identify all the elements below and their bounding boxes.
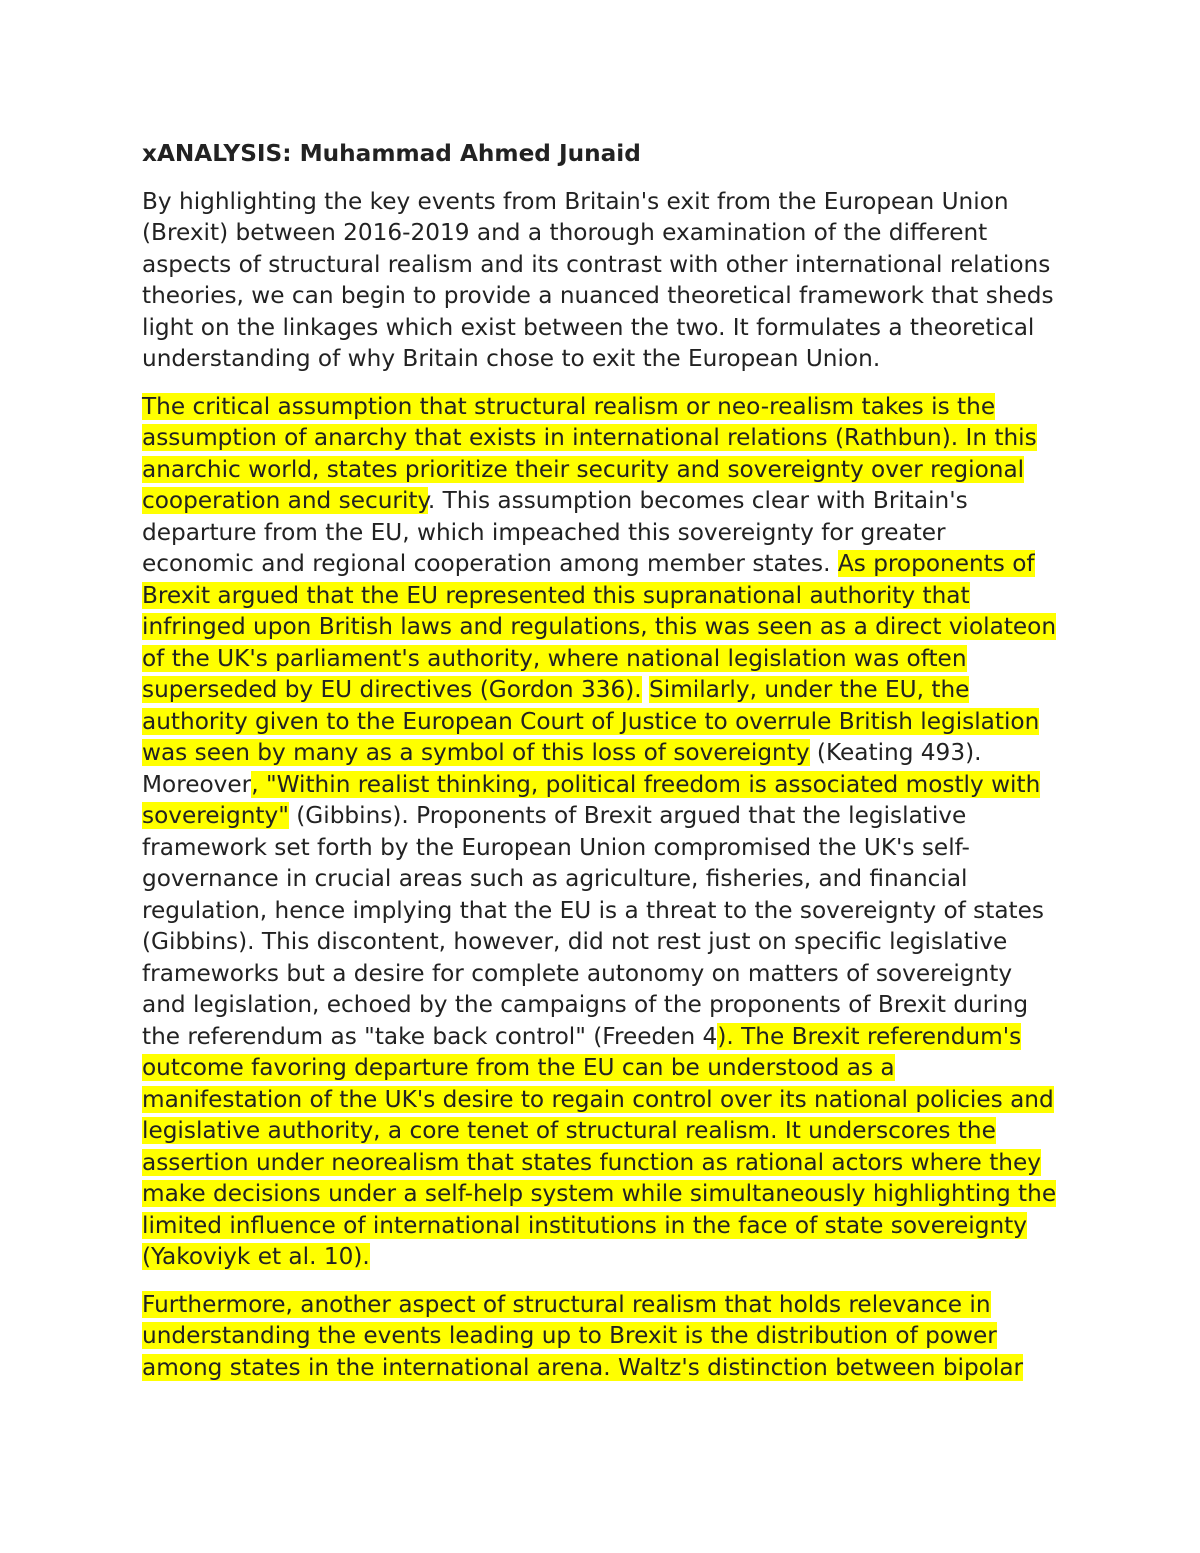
paragraph-1: [142, 186, 1062, 375]
highlighted-text: As proponents of Brexit argued that the EU represented this supranational authority that infringed upon British laws and regulations, this was seen as a direct violateon of the UK's parliament's authority, where national legislation was often superseded by EU directives (Gordon 336).: [142, 550, 1057, 703]
document-title: xANALYSIS: Muhammad Ahmed Junaid: [142, 140, 641, 167]
text-segment: (Keating 493). Moreover: [142, 739, 982, 798]
text-segment: By highlighting the key events from Britain's exit from the European Union (Brexit) between 2016-2019 and a thorough examination of the different aspects of structural realism and its contrast with other international relations theories, we can begin to provide a nuanced theoretical framework that sheds light on the linkages which exist between the two. It formulates a theoretical understanding of why Britain chose to exit the European Union.: [142, 187, 1054, 372]
highlighted-text: Furthermore, another aspect of structural realism that holds relevance in understanding the events leading up to Brexit is the distribution of power among states in the international arena. Waltz's distinction between bipolar: [142, 1290, 1024, 1381]
highlighted-text: , "Within realist thinking, political freedom is associated mostly with sovereignty": [142, 770, 1041, 829]
paragraph-2: [142, 391, 1062, 1273]
text-segment: [642, 676, 649, 703]
text-segment: . This assumption becomes clear with Britain's departure from the EU, which impeached this sovereignty for greater economic and regional cooperation among member states.: [142, 487, 968, 577]
paragraph-3: [142, 1289, 1062, 1384]
highlighted-text: Similarly, under the EU, the authority given to the European Court of Justice to overrule British legislation was seen by many as a symbol of this loss of sovereignty: [142, 676, 1040, 766]
document-page: [142, 138, 1062, 1399]
highlighted-text: ). The Brexit referendum's outcome favoring departure from the EU can be understood as a manifestation of the UK's desire to regain control over its national policies and legislative authority, a core tenet of structural realism. It underscores the assertion under neorealism that states function as rational actors where they make decisions under a self-help system while simultaneously highlighting the limited influence of international institutions in the face of state sovereignty (Yakoviyk et al. 10).: [142, 1022, 1057, 1270]
highlighted-text: The critical assumption that structural realism or neo-realism takes is the assumption of anarchy that exists in international relations (Rathbun). In this anarchic world, states prioritize their security and sovereignty over regional cooperation and security: [142, 392, 1037, 514]
text-segment: (Gibbins). Proponents of Brexit argued that the legislative framework set forth by the European Union compromised the UK's self-governance in crucial areas such as agriculture, fisheries, and financial regulation, hence implying that the EU is a threat to the sovereignty of states (Gibbins). This discontent, however, did not rest just on specific legislative frameworks but a desire for complete autonomy on matters of sovereignty and legislation, echoed by the campaigns of the proponents of Brexit during the referendum as "take back control" (Freeden 4: [142, 802, 1044, 1050]
